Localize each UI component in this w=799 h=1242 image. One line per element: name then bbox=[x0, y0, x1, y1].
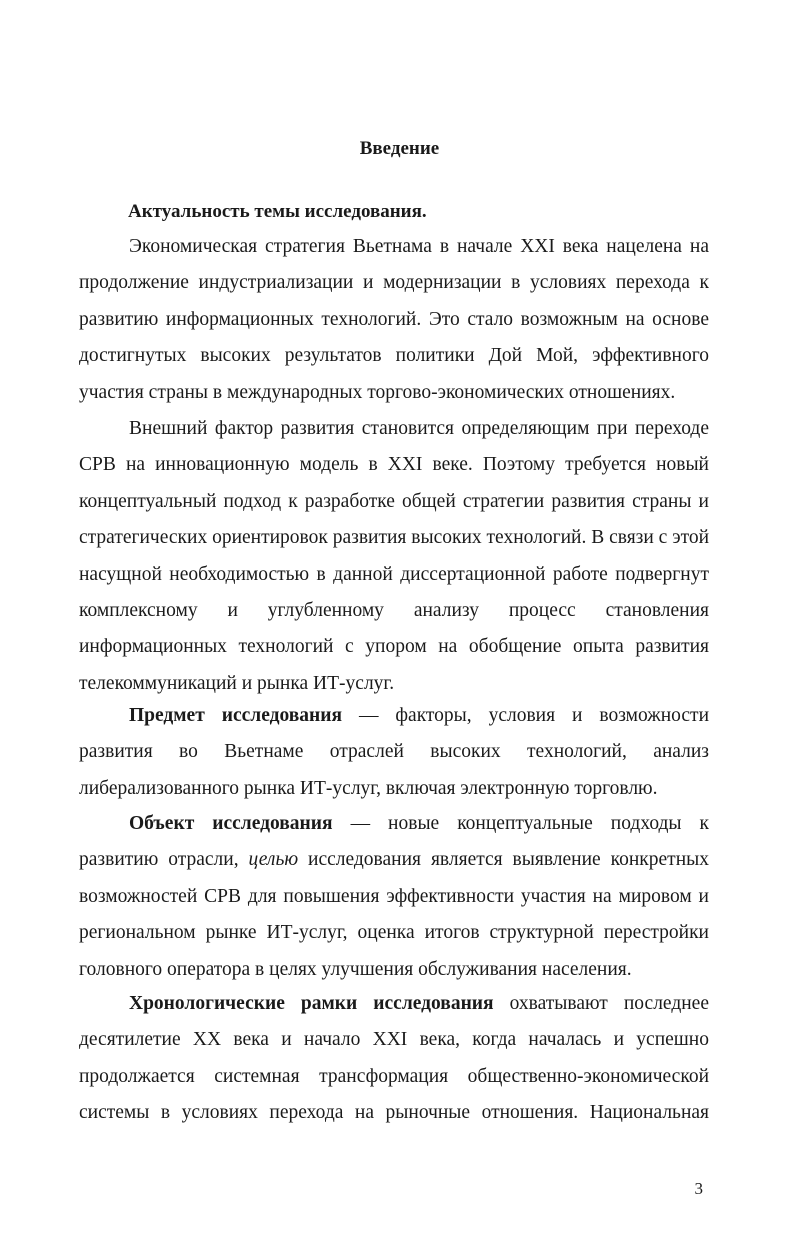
text-span: — факторы, условия и возможности bbox=[342, 705, 710, 726]
research-object-term: Объект исследования bbox=[129, 813, 333, 834]
paragraph-chronological-scope bbox=[79, 986, 709, 1132]
paragraph-economic-strategy bbox=[79, 229, 709, 411]
text-line: развитию информационных технологий. Это стало возможным на основе bbox=[79, 308, 709, 330]
text-line: достигнутых высоких результатов политики Дой Мой, эффективного bbox=[79, 345, 709, 367]
text-span: охватывают последнее bbox=[493, 993, 709, 1014]
relevance-heading: Актуальность темы исследования. bbox=[128, 201, 427, 222]
page-number: 3 bbox=[694, 1179, 703, 1198]
paragraph-research-object bbox=[79, 806, 709, 988]
text-line: либерализованного рынка ИТ-услуг, включая электронную торговлю. bbox=[79, 777, 658, 799]
page-title: Введение bbox=[359, 138, 440, 159]
text-line: комплексному и углубленному анализу процесс становления bbox=[79, 599, 709, 621]
text-line: продолжается системная трансформация общественно-экономической bbox=[79, 1065, 709, 1087]
text-line: участия страны в международных торгово-экономических отношениях. bbox=[79, 381, 676, 403]
text-line: головного оператора в целях улучшения обслуживания населения. bbox=[79, 958, 632, 980]
text-line: СРВ на инновационную модель в XXI веке. Поэтому требуется новый bbox=[79, 454, 709, 476]
text-line bbox=[79, 842, 709, 878]
text-line: телекоммуникаций и рынка ИТ-услуг. bbox=[79, 672, 395, 694]
text-span: исследования является выявление конкретных bbox=[298, 849, 709, 871]
text-line: десятилетие XX века и начало XXI века, когда началась и успешно bbox=[79, 1029, 709, 1051]
paragraph-research-subject bbox=[79, 698, 709, 807]
text-line: продолжение индустриализации и модернизации в условиях перехода к bbox=[79, 272, 709, 294]
text-line: Экономическая стратегия Вьетнама в начале XXI века нацелена на bbox=[129, 236, 709, 257]
text-line: насущной необходимостью в данной диссертационной работе подвергнут bbox=[79, 563, 709, 585]
text-line bbox=[79, 986, 709, 1022]
research-subject-term: Предмет исследования bbox=[129, 705, 343, 726]
paragraph-external-factor bbox=[79, 411, 709, 702]
chronological-scope-term: Хронологические рамки исследования bbox=[129, 993, 494, 1014]
text-line: системы в условиях перехода на рыночные отношения. Национальная bbox=[79, 1102, 709, 1124]
text-span: развитию отрасли, bbox=[79, 849, 249, 871]
text-line: стратегических ориентировок развития высоких технологий. В связи с этой bbox=[79, 527, 710, 549]
text-line: региональном рынке ИТ-услуг, оценка итогов структурной перестройки bbox=[79, 922, 709, 944]
text-line: Внешний фактор развития становится определяющим при переходе bbox=[129, 418, 709, 439]
text-line bbox=[79, 806, 709, 842]
text-span: — новые концептуальные подходы к bbox=[332, 813, 709, 834]
text-line: развития во Вьетнаме отраслей высоких технологий, анализ bbox=[79, 741, 709, 763]
text-line: концептуальный подход к разработке общей стратегии развития страны и bbox=[79, 490, 709, 512]
text-line: информационных технологий с упором на обобщение опыта развития bbox=[79, 636, 709, 658]
text-line: возможностей СРВ для повышения эффективности участия на мировом и bbox=[79, 885, 709, 907]
goal-term: целью bbox=[248, 849, 299, 871]
text-line bbox=[79, 698, 709, 734]
